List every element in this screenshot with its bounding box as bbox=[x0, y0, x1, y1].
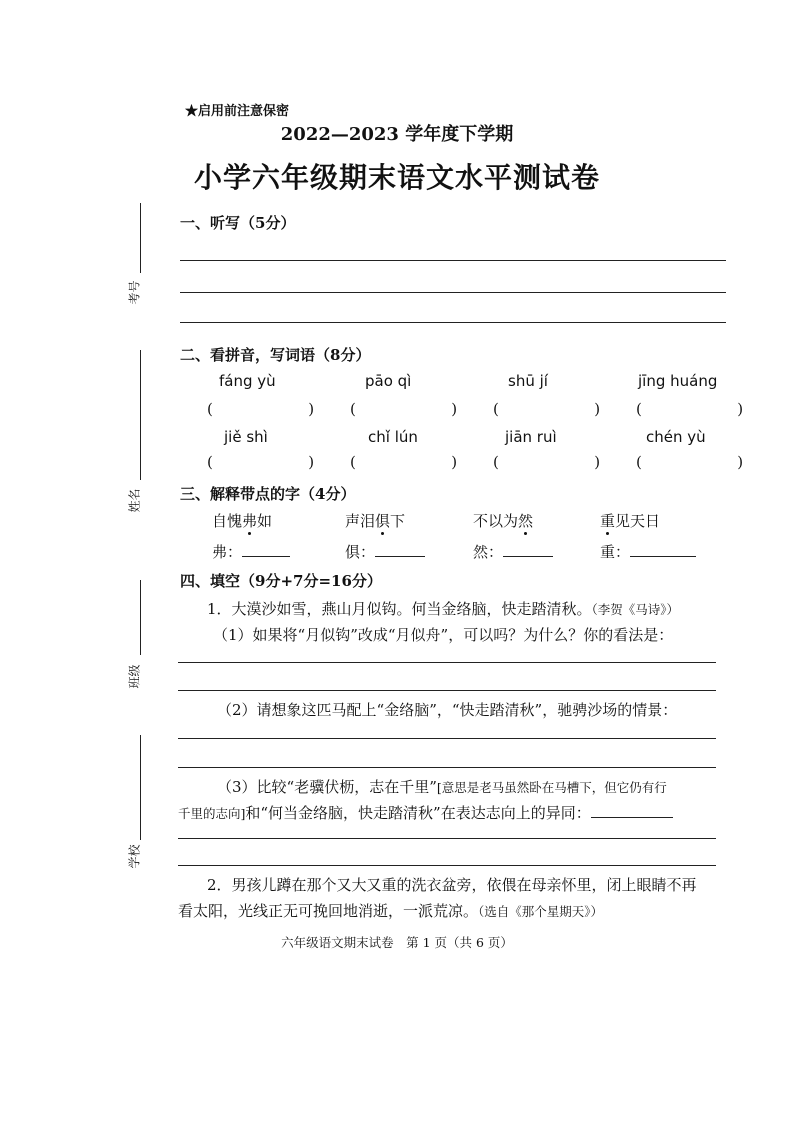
pinyin-6: chǐ lún bbox=[368, 428, 418, 446]
answer-line-q2-b[interactable] bbox=[178, 767, 716, 768]
answer-box-1[interactable]: ( ) bbox=[207, 400, 315, 418]
passage-2-line-2 bbox=[178, 900, 603, 921]
dictation-line-1[interactable] bbox=[180, 260, 726, 261]
pinyin-1: fáng yù bbox=[219, 372, 276, 390]
phrase-2 bbox=[345, 510, 405, 531]
margin-line-name bbox=[140, 350, 141, 480]
pinyin-2: pāo qì bbox=[365, 372, 412, 390]
question-3-line-2 bbox=[178, 802, 673, 823]
school-year: 2022—2023 学年度下学期 bbox=[280, 124, 514, 145]
explain-4-label: 重： bbox=[600, 543, 631, 561]
label-school: 学校 bbox=[127, 844, 142, 869]
explain-2 bbox=[345, 541, 425, 562]
label-class: 班级 bbox=[127, 664, 142, 689]
answer-box-8[interactable]: ( ) bbox=[636, 453, 744, 471]
explain-1-label: 弗： bbox=[212, 543, 243, 561]
answer-box-2[interactable]: ( ) bbox=[350, 400, 458, 418]
answer-box-6[interactable]: ( ) bbox=[350, 453, 458, 471]
dictation-line-2[interactable] bbox=[180, 292, 726, 293]
passage-2-text: 看太阳，光线正无可挽回地消逝，一派荒凉。 bbox=[178, 902, 479, 920]
pinyin-3: shū jí bbox=[508, 372, 548, 390]
pinyin-5: jiě shì bbox=[224, 428, 268, 446]
explain-1-blank[interactable] bbox=[242, 542, 290, 557]
answer-box-7[interactable]: ( ) bbox=[493, 453, 601, 471]
q3-inline-blank[interactable] bbox=[591, 803, 673, 818]
phrase-1-dotted: 弗 bbox=[242, 512, 258, 530]
phrase-2-dotted: 俱 bbox=[375, 512, 391, 530]
phrase-2-pre: 声泪 bbox=[345, 512, 376, 530]
answer-line-q3-b[interactable] bbox=[178, 865, 716, 866]
section-1-title: 一、听写（5分） bbox=[180, 214, 296, 232]
answer-line-q2-a[interactable] bbox=[178, 738, 716, 739]
label-exam-no: 考号 bbox=[127, 280, 142, 305]
q3-quote: （3）比较“老骥伏枥，志在千里” bbox=[217, 778, 437, 796]
question-3-line-1 bbox=[217, 776, 667, 797]
explain-4-blank[interactable] bbox=[630, 542, 696, 557]
poem-line bbox=[207, 598, 679, 619]
explain-3-label: 然： bbox=[473, 543, 504, 561]
phrase-1-pre: 自愧 bbox=[212, 512, 243, 530]
phrase-1-post: 如 bbox=[257, 512, 273, 530]
answer-line-q3-a[interactable] bbox=[178, 838, 716, 839]
section-2-title: 二、看拼音，写词语（8分） bbox=[180, 346, 371, 364]
q3-compare: 和“何当金络脑，快走踏清秋”在表达志向上的异同： bbox=[245, 804, 591, 822]
explain-1 bbox=[212, 541, 290, 562]
poem-source: （李贺《马诗》） bbox=[591, 602, 680, 617]
dictation-line-3[interactable] bbox=[180, 322, 726, 323]
phrase-3-dotted: 然 bbox=[518, 512, 534, 530]
phrase-4-post: 见天日 bbox=[615, 512, 661, 530]
passage-2-line-1: 2．男孩儿蹲在那个又大又重的洗衣盆旁，依偎在母亲怀里，闭上眼睛不再 bbox=[207, 876, 697, 894]
question-2: （2）请想象这匹马配上“金络脑”，“快走踏清秋”，驰骋沙场的情景： bbox=[217, 701, 678, 719]
confidential-note: ★启用前注意保密 bbox=[185, 104, 290, 119]
answer-line-q1-b[interactable] bbox=[178, 690, 716, 691]
page-title: 小学六年级期末语文水平测试卷 bbox=[193, 161, 600, 194]
passage-2-source: （选自《那个星期天》） bbox=[478, 904, 604, 919]
phrase-3-pre: 不以为 bbox=[473, 512, 519, 530]
phrase-1 bbox=[212, 510, 272, 531]
phrase-4-dotted: 重 bbox=[600, 512, 616, 530]
phrase-3 bbox=[473, 510, 533, 531]
q3-meaning-end: 千里的志向] bbox=[178, 806, 246, 821]
q3-meaning: [意思是老马虽然卧在马槽下，但它仍有行 bbox=[436, 780, 667, 795]
answer-box-5[interactable]: ( ) bbox=[207, 453, 315, 471]
section-3-title: 三、解释带点的字（4分） bbox=[180, 485, 356, 503]
margin-line-exam-no bbox=[140, 203, 141, 273]
margin-line-class bbox=[140, 580, 141, 655]
explain-3-blank[interactable] bbox=[503, 542, 553, 557]
section-4-title: 四、填空（9分+7分=16分） bbox=[180, 572, 382, 590]
answer-box-3[interactable]: ( ) bbox=[493, 400, 601, 418]
label-name: 姓名 bbox=[127, 488, 142, 513]
pinyin-4: jīng huáng bbox=[638, 372, 718, 390]
phrase-2-post: 下 bbox=[390, 512, 406, 530]
explain-2-label: 俱： bbox=[345, 543, 376, 561]
question-1: （1）如果将“月似钩”改成“月似舟”，可以吗？为什么？你的看法是： bbox=[213, 626, 674, 644]
poem-text: 1．大漠沙如雪，燕山月似钩。何当金络脑，快走踏清秋。 bbox=[207, 600, 592, 618]
margin-line-school bbox=[140, 735, 141, 840]
answer-line-q1-a[interactable] bbox=[178, 662, 716, 663]
page-footer: 六年级语文期末试卷 第 1 页（共 6 页） bbox=[281, 935, 513, 950]
pinyin-8: chén yù bbox=[646, 428, 706, 446]
pinyin-7: jiān ruì bbox=[505, 428, 557, 446]
explain-2-blank[interactable] bbox=[375, 542, 425, 557]
phrase-4 bbox=[600, 510, 660, 531]
explain-4 bbox=[600, 541, 696, 562]
answer-box-4[interactable]: ( ) bbox=[636, 400, 744, 418]
explain-3 bbox=[473, 541, 553, 562]
